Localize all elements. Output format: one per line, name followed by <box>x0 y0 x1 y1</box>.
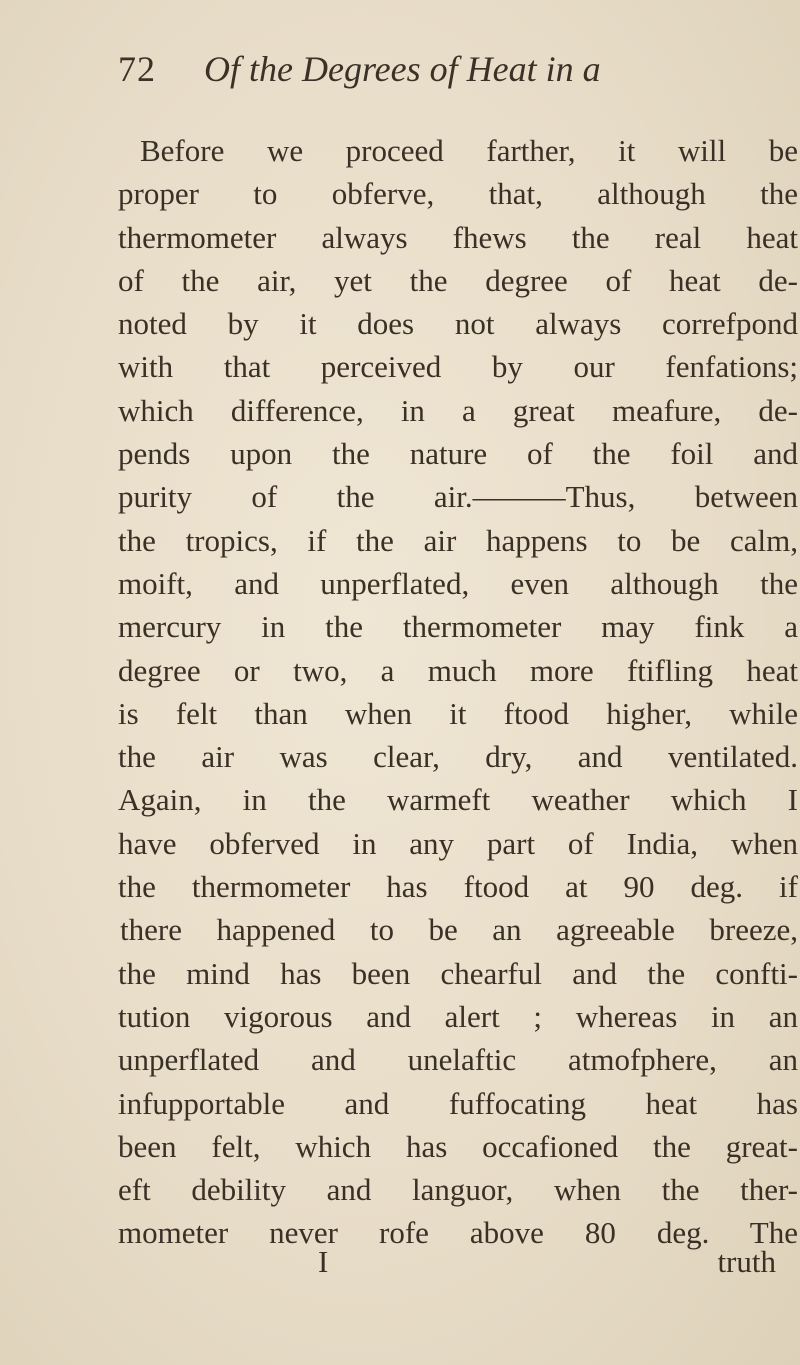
page-footer <box>118 1240 798 1284</box>
text-line: pends upon the nature of the foil and <box>118 436 798 472</box>
text-line: mometer never rofe above 80 deg. The <box>118 1215 798 1251</box>
text-line: the air was clear, dry, and ventilated. <box>118 739 798 775</box>
text-line: eft debility and languor, when the ther- <box>118 1172 798 1208</box>
text-line: Again, in the warmeft weather which I <box>118 782 798 818</box>
text-line: thermometer always fhews the real heat <box>118 219 798 255</box>
text-line: infupportable and fuffocating heat has <box>118 1085 798 1121</box>
text-line: proper to obferve, that, although the <box>118 176 798 212</box>
text-line: is felt than when it ftood higher, while <box>118 695 798 731</box>
text-line: which difference, in a great meafure, de- <box>118 392 798 428</box>
text-line: the tropics, if the air happens to be calm, <box>118 522 798 558</box>
text-line: with that perceived by our fenfations; <box>118 349 798 385</box>
text-line: been felt, which has occafioned the great- <box>118 1128 798 1164</box>
page-header <box>118 44 718 94</box>
body-text <box>118 129 798 1255</box>
text-line: degree or two, a much more ftifling heat <box>118 652 798 688</box>
text-line: the thermometer has ftood at 90 deg. if <box>118 869 798 905</box>
text-line: have obferved in any part of India, when <box>118 825 798 861</box>
text-line: the mind has been chearful and the confti- <box>118 955 798 991</box>
text-line: Before we proceed farther, it will be <box>140 133 798 168</box>
running-head: Of the Degrees of Heat in a <box>204 49 601 89</box>
text-line: there happened to be an agreeable breeze, <box>120 912 798 948</box>
text-line: of the air, yet the degree of heat de- <box>118 262 798 298</box>
text-line: noted by it does not always correfpond <box>118 306 798 342</box>
page-number: 72 <box>118 49 156 89</box>
text-line: mercury in the thermometer may fink a <box>118 609 798 645</box>
text-line: purity of the air.———Thus, between <box>118 479 798 515</box>
text-line: unperflated and unelaftic atmofphere, an <box>118 1042 798 1078</box>
signature-mark: I <box>318 1244 329 1279</box>
text-line: moift, and unperflated, even although the <box>118 565 798 601</box>
text-line: tution vigorous and alert ; whereas in an <box>118 998 798 1034</box>
catchword: truth <box>717 1244 776 1279</box>
